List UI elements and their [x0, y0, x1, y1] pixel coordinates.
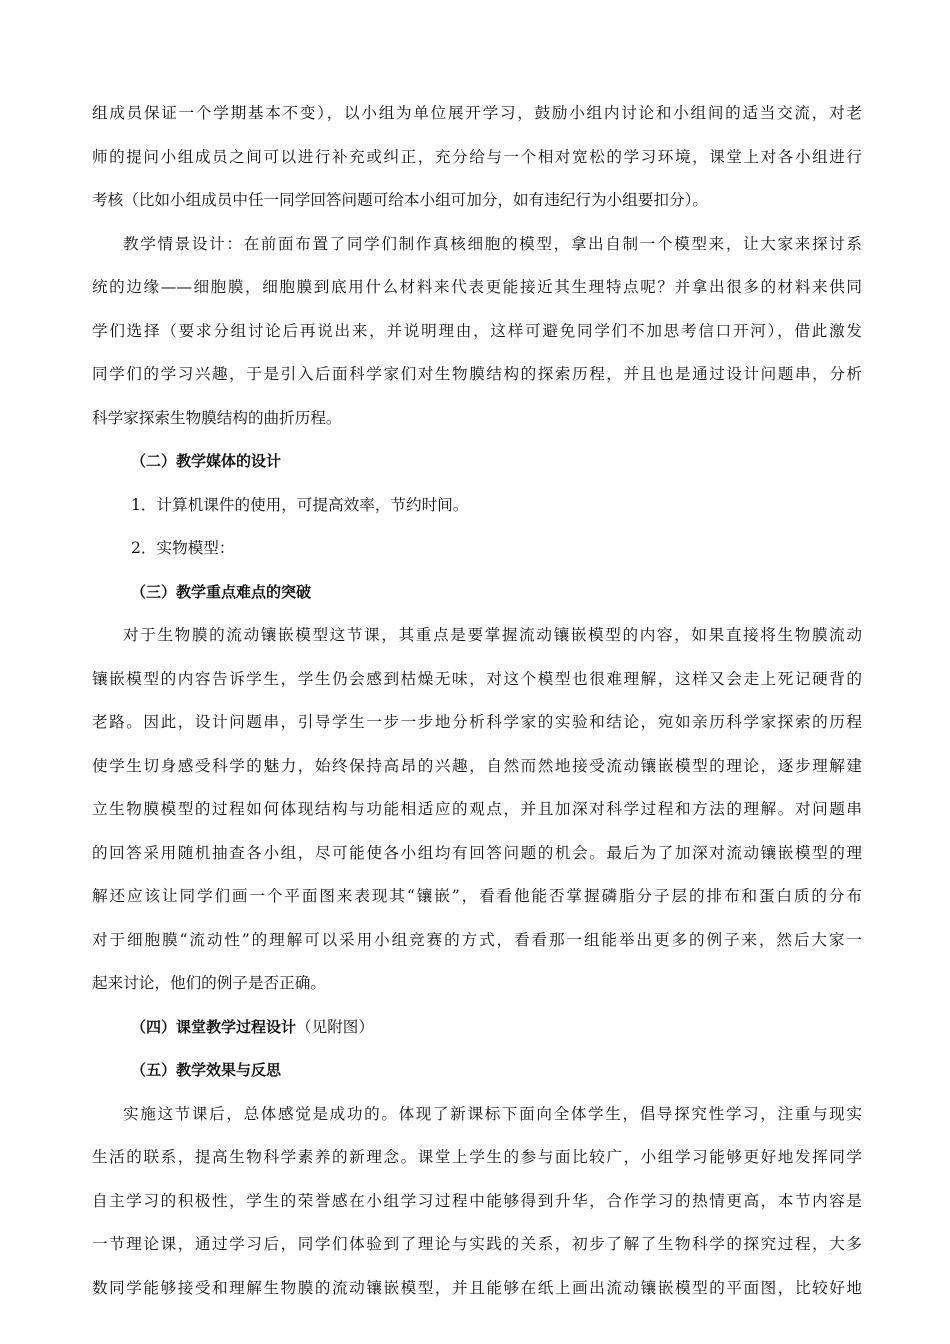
- paragraph-line: 自主学习的积极性，学生的荣誉感在小组学习过程中能够得到升华，合作学习的热情更高，本节内容是: [92, 1191, 862, 1210]
- paragraph-line: 一节理论课，通过学习后，同学们体验到了理论与实践的关系，初步了解了生物科学的探究过程，大多: [92, 1235, 862, 1253]
- paragraph-line: 解还应该让同学们画一个平面图来表现其“镶嵌”，看看他能否掌握磷脂分子层的排布和蛋白质的分布: [92, 887, 862, 905]
- paragraph-line: 同学们的学习兴趣，于是引入后面科学家们对生物膜结构的探索历程，并且也是通过设计问题串，分析: [92, 365, 862, 383]
- paragraph-line: 统的边缘——细胞膜，细胞膜到底用什么材料来代表更能接近其生理特点呢？并拿出很多的材料来供同: [92, 278, 862, 296]
- section-heading-text: （五）教学效果与反思: [131, 1061, 282, 1079]
- paragraph-first-line: 实施这节课后，总体感觉是成功的。体现了新课标下面向全体学生，倡导探究性学习，注重与现实: [123, 1104, 862, 1123]
- paragraph-line: 对于细胞膜“流动性”的理解可以采用小组竞赛的方式，看看那一组能举出更多的例子来，然后大家一: [92, 930, 862, 949]
- paragraph-line: 立生物膜模型的过程如何体现结构与功能相适应的观点，并且加深对科学过程和方法的理解。对问题串: [92, 800, 862, 818]
- section-heading-text: （二）教学媒体的设计: [131, 452, 282, 470]
- list-item: 1．计算机课件的使用，可提高效率，节约时间。: [131, 495, 469, 514]
- paragraph-first-line: 对于生物膜的流动镶嵌模型这节课，其重点是要掌握流动镶嵌模型的内容，如果直接将生物膜流动: [123, 626, 862, 644]
- paragraph-last-line: 科学家探索生物膜结构的曲折历程。: [92, 408, 342, 427]
- paragraph-line: 师的提问小组成员之间可以进行补充或纠正，充分给与一个相对宽松的学习环境，课堂上对各小组进行: [92, 147, 862, 166]
- list-item: 2．实物模型：: [131, 539, 235, 557]
- paragraph-line: 使学生切身感受科学的魅力，始终保持高昂的兴趣，自然而然地接受流动镶嵌模型的理论，逐步理解建: [92, 756, 862, 775]
- paragraph-line: 数同学能够接受和理解生物膜的流动镶嵌模型，并且能够在纸上画出流动镶嵌模型的平面图，比较好地: [92, 1278, 862, 1297]
- section-heading-text: （三）教学重点难点的突破: [131, 582, 312, 601]
- section-heading: [92, 571, 862, 615]
- paragraph-last-line: 起来讨论，他们的例子是否正确。: [92, 974, 326, 992]
- section-heading-note: （见附图）: [296, 1017, 374, 1036]
- section-heading: [92, 1049, 862, 1093]
- section-heading-text: （四）课堂教学过程设计: [131, 1017, 297, 1036]
- paragraph-last-line: 考核（比如小组成员中任一同学回答问题可给本小组可加分，如有违纪行为小组要扣分）。: [92, 191, 708, 209]
- paragraph-line: 的回答采用随机抽查各小组，尽可能使各小组均有回答问题的机会。最后为了加深对流动镶嵌模型的理: [92, 843, 862, 862]
- paragraph-line: 学们选择（要求分组讨论后再说出来，并说明理由，这样可避免同学们不加思考信口开河），借此激发: [92, 321, 862, 340]
- paragraph-first-line: 教学情景设计：在前面布置了同学们制作真核细胞的模型，拿出自制一个模型来，让大家来探讨系: [123, 234, 862, 253]
- paragraph-line: 组成员保证一个学期基本不变），以小组为单位展开学习，鼓励小组内讨论和小组间的适当交流，对老: [92, 104, 862, 122]
- paragraph-line: 生活的联系，提高生物科学素养的新理念。课堂上学生的参与面比较广，小组学习能够更好地发挥同学: [92, 1148, 862, 1166]
- paragraph-line: 镶嵌模型的内容告诉学生，学生仍会感到枯燥无味，对这个模型也很难理解，这样又会走上死记硬背的: [92, 669, 862, 688]
- paragraph-line: 老路。因此，设计问题串，引导学生一步一步地分析科学家的实验和结论，宛如亲历科学家探索的历程: [92, 713, 862, 731]
- section-heading: [92, 440, 862, 484]
- section-heading: [92, 1006, 862, 1050]
- document-page: [92, 92, 862, 1310]
